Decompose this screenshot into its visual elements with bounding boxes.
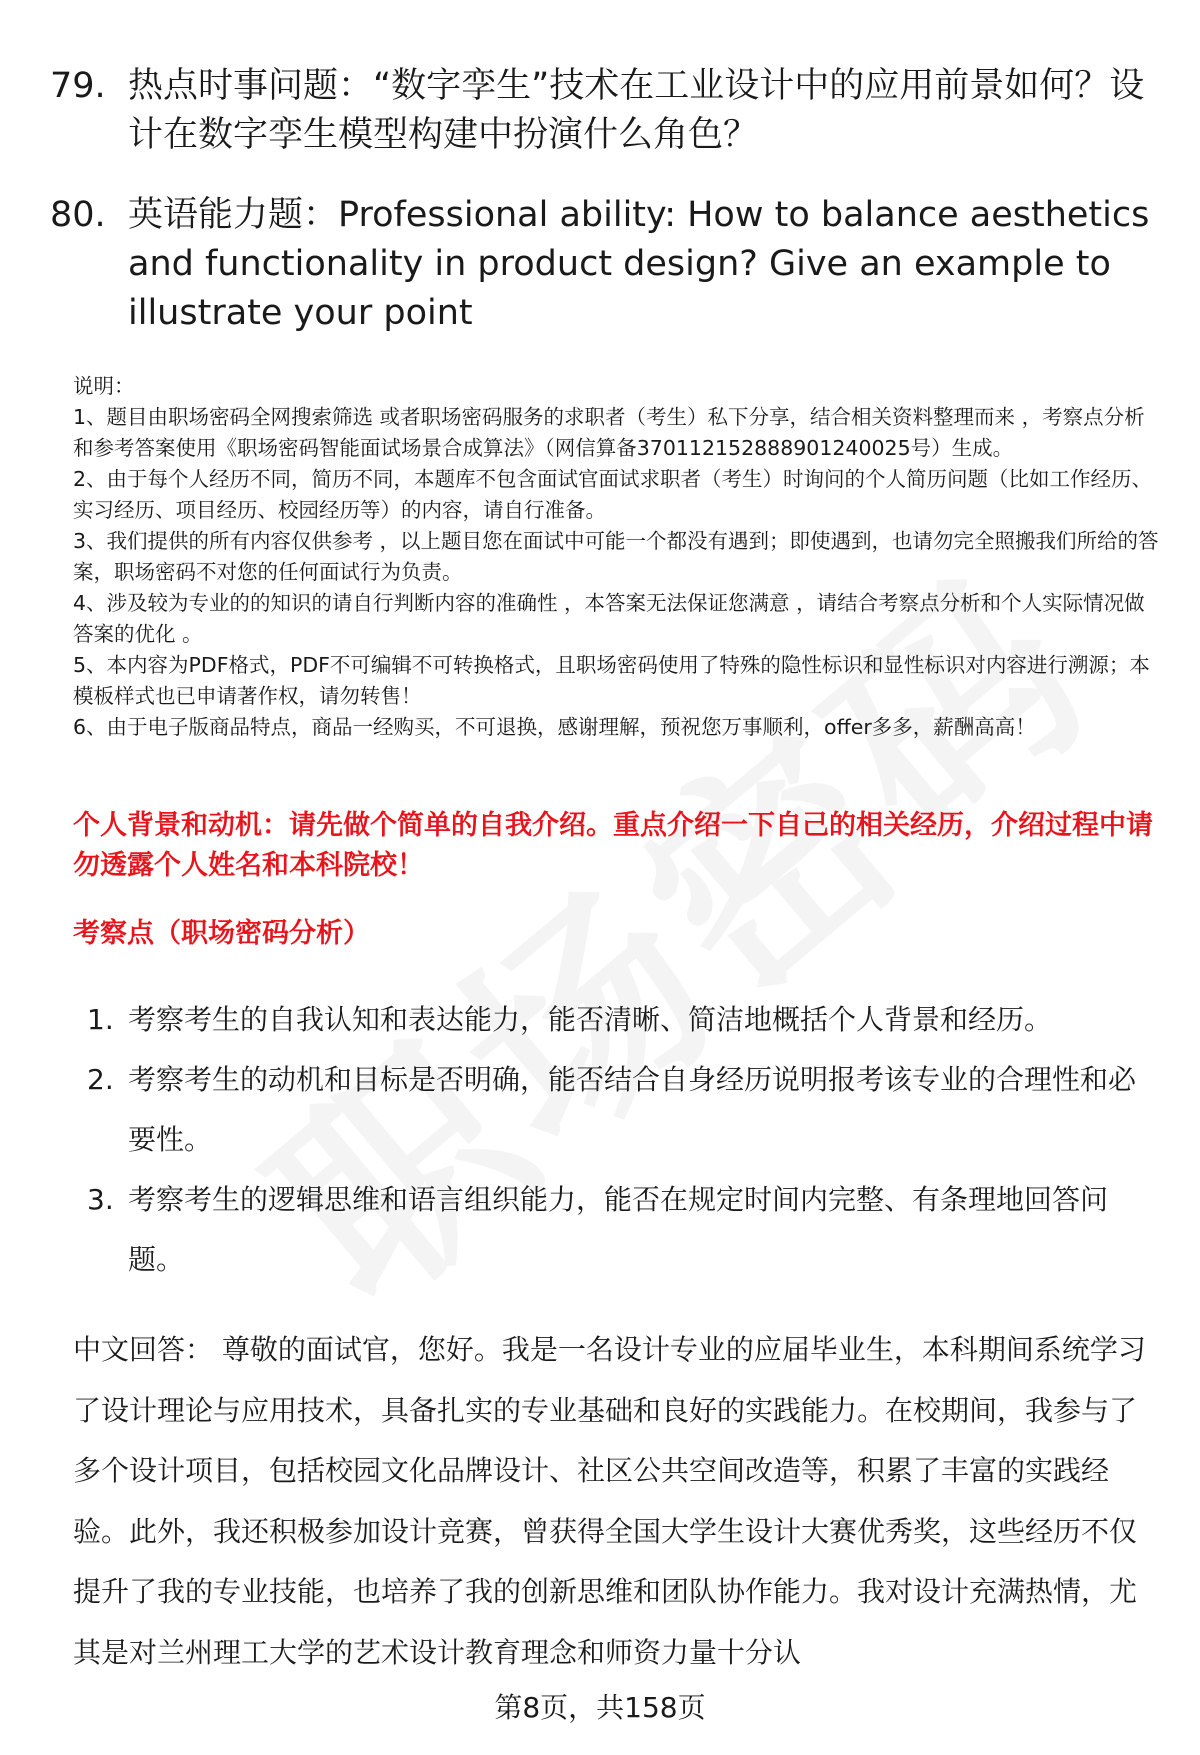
analysis-point [73,1050,1153,1170]
page-number: 第8页，共158页 [494,1691,706,1724]
question-text: 热点时事问题：“数字孪生”技术在工业设计中的应用前景如何？设计在数字孪生模型构建中扮演什么角色？ [128,66,1145,155]
analysis-point [73,990,1153,1050]
chinese-answer: 中文回答： 尊敬的面试官，您好。我是一名设计专业的应届毕业生，本科期间系统学习了设计理论与应用技术，具备扎实的专业基础和良好的实践能力。在校期间，我参与了多个设计项目，包括校园文化品牌设计、社区公共空间改造等，积累了丰富的实践经验。此外，我还积极参加设计竞赛，曾获得全国大学生设计大赛优秀奖，这些经历不仅提升了我的专业技能，也培养了我的创新思维和团队协作能力。我对设计充满热情，尤其是对兰州理工大学的艺术设计教育理念和师资力量十分认 [73,1333,1146,1669]
point-text: 考察考生的动机和目标是否明确，能否结合自身经历说明报考该专业的合理性和必要性。 [128,1063,1137,1156]
analysis-point [73,1170,1153,1290]
analysis-heading: 考察点（职场密码分析） [73,918,370,949]
disclaimer-notes [73,371,1163,743]
question-number: 79. [50,66,106,106]
note-item: 4、涉及较为专业的的知识的请自行判断内容的准确性 ，本答案无法保证您满意 ，请结合考察点分析和个人实际情况做答案的优化 。 [73,591,1145,646]
analysis-points [73,990,1153,1290]
section-heading: 个人背景和动机：请先做个简单的自我介绍。重点介绍一下自己的相关经历，介绍过程中请勿透露个人姓名和本科院校！ [73,810,1153,881]
notes-title: 说明： [73,374,135,398]
point-text: 考察考生的自我认知和表达能力，能否清晰、简洁地概括个人背景和经历。 [128,1003,1053,1036]
note-item: 6、由于电子版商品特点，商品一经购买，不可退换，感谢理解，预祝您万事顺利，offer多多，薪酬高高！ [73,715,1036,739]
point-number: 3. [87,1183,114,1216]
question-79 [50,62,1150,160]
note-item: 3、我们提供的所有内容仅供参考 ，以上题目您在面试中可能一个都没有遇到；即使遇到，也请勿完全照搬我们所给的答案，职场密码不对您的任何面试行为负责。 [73,529,1159,584]
point-text: 考察考生的逻辑思维和语言组织能力，能否在规定时间内完整、有条理地回答问题。 [128,1183,1109,1276]
point-number: 1. [87,1003,114,1036]
question-number: 80. [50,195,106,235]
note-item: 5、本内容为PDF格式，PDF不可编辑不可转换格式，且职场密码使用了特殊的隐性标识和显性标识对内容进行溯源；本模板样式也已申请著作权，请勿转售！ [73,653,1150,708]
point-number: 2. [87,1063,114,1096]
question-text: 英语能力题：Professional ability: How to balance aesthetics and functionality in product design? Give an example to illustrate your point [128,195,1150,333]
question-80 [50,191,1150,338]
note-item: 2、由于每个人经历不同，简历不同，本题库不包含面试官面试求职者（考生）时询问的个人简历问题（比如工作经历、实习经历、项目经历、校园经历等）的内容，请自行准备。 [73,467,1153,522]
note-item: 1、题目由职场密码全网搜索筛选 或者职场密码服务的求职者（考生）私下分享，结合相关资料整理而来 ，考察点分析和参考答案使用《职场密码智能面试场景合成算法》（网信算备370112152888901240025号）生成。 [73,405,1145,460]
